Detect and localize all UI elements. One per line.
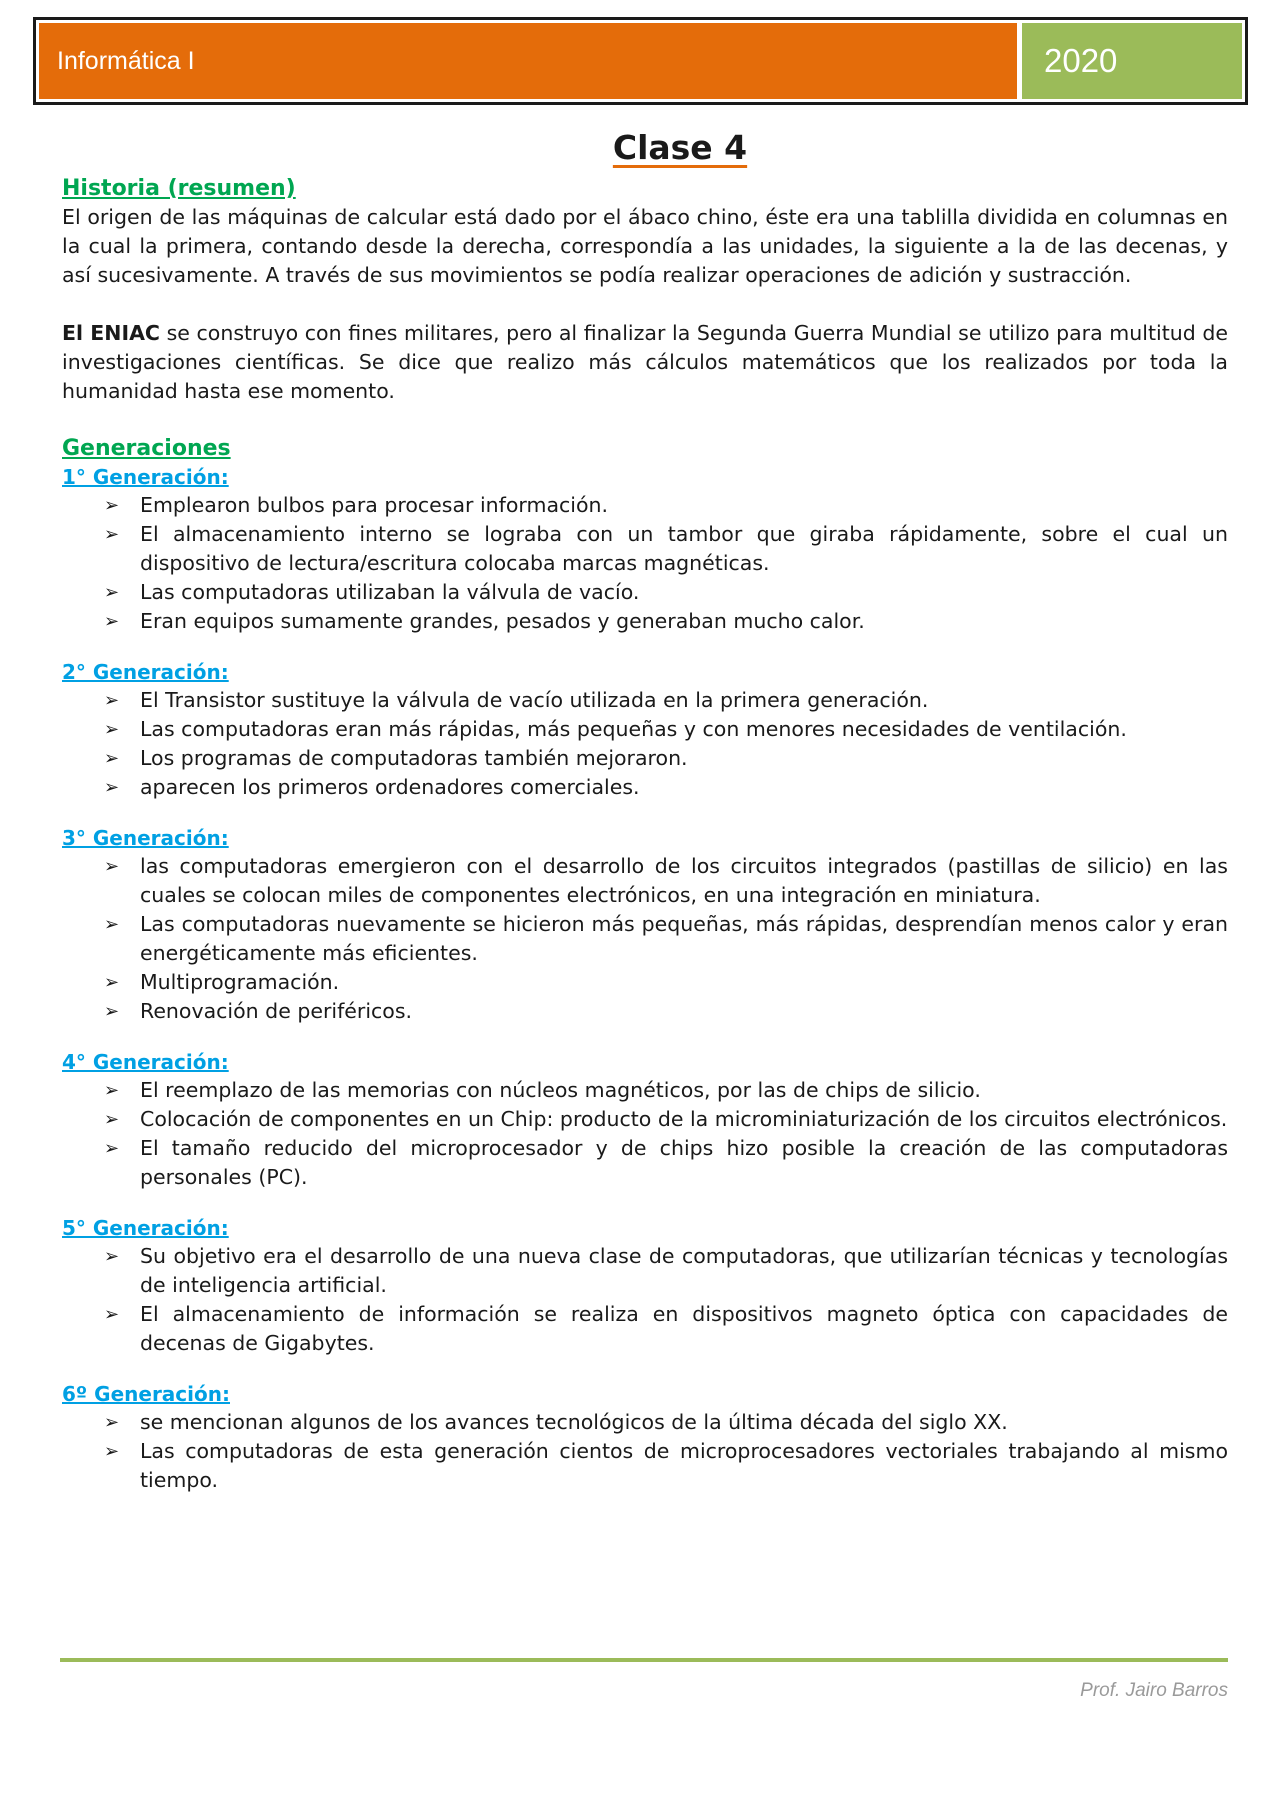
list-item — [104, 578, 1228, 607]
arrowhead-icon: ➢ — [104, 1412, 120, 1433]
list-item — [104, 910, 1228, 968]
arrowhead-icon: ➢ — [104, 690, 120, 711]
generation-heading: 2° Generación: — [62, 660, 229, 684]
generation-bullets — [62, 1076, 1228, 1192]
arrowhead-icon: ➢ — [104, 719, 120, 740]
list-item-text: Emplearon bulbos para procesar información. — [140, 493, 609, 517]
list-item-text: El almacenamiento interno se lograba con un tambor que giraba rápidamente, sobre el cual un dispositivo de lectura/escritura colocaba marcas magnéticas. — [140, 522, 1228, 575]
arrowhead-icon: ➢ — [104, 1080, 120, 1101]
generation-heading: 5° Generación: — [62, 1216, 229, 1240]
list-item-text: se mencionan algunos de los avances tecnológicos de la última década del siglo XX. — [140, 1410, 1008, 1434]
list-item — [104, 744, 1228, 773]
arrowhead-icon: ➢ — [104, 972, 120, 993]
list-item — [104, 491, 1228, 520]
page-title — [62, 128, 1228, 167]
list-item — [104, 520, 1228, 578]
footer-author: Prof. Jairo Barros — [1080, 1680, 1228, 1701]
arrowhead-icon: ➢ — [104, 914, 120, 935]
list-item-text: El tamaño reducido del microprocesador y de chips hizo posible la creación de las computadoras personales (PC). — [140, 1136, 1228, 1189]
generations-list — [62, 463, 1228, 1495]
list-item — [104, 773, 1228, 802]
list-item-text: aparecen los primeros ordenadores comerciales. — [140, 775, 640, 799]
generaciones-heading: Generaciones — [62, 436, 231, 461]
historia-heading: Historia (resumen) — [62, 176, 296, 201]
list-item — [104, 852, 1228, 910]
list-item — [104, 968, 1228, 997]
list-item-text: Las computadoras utilizaban la válvula de vacío. — [140, 580, 640, 604]
historia-paragraph-1: El origen de las máquinas de calcular está dado por el ábaco chino, éste era una tablilla dividida en columnas en la cual la primera, contando desde la derecha, correspondía a las unidades, la siguiente a la de las decenas, y así sucesivamente. A través de sus movimientos se podía realizar operaciones de adición y sustracción. — [62, 205, 1228, 287]
list-item-text: El reemplazo de las memorias con núcleos magnéticos, por las de chips de silicio. — [140, 1078, 981, 1102]
list-item — [104, 1105, 1228, 1134]
list-item — [104, 686, 1228, 715]
document-body — [62, 128, 1228, 1495]
list-item-text: Las computadoras eran más rápidas, más pequeñas y con menores necesidades de ventilación. — [140, 717, 1127, 741]
list-item — [104, 1076, 1228, 1105]
arrowhead-icon: ➢ — [104, 1246, 120, 1267]
arrowhead-icon: ➢ — [104, 524, 120, 545]
generation-heading: 3° Generación: — [62, 826, 229, 850]
eniac-bold: El ENIAC — [62, 321, 160, 345]
footer-divider — [60, 1658, 1228, 1662]
list-item-text: Su objetivo era el desarrollo de una nueva clase de computadoras, que utilizarían técnicas y tecnologías de inteligencia artificial. — [140, 1244, 1228, 1297]
list-item-text: las computadoras emergieron con el desarrollo de los circuitos integrados (pastillas de silicio) en las cuales se colocan miles de componentes electrónicos, en una integración en miniatura. — [140, 854, 1228, 907]
generation-bullets — [62, 1408, 1228, 1495]
eniac-text: se construyo con fines militares, pero al finalizar la Segunda Guerra Mundial se utilizo para multitud de investigaciones científicas. Se dice que realizo más cálculos matemáticos que los realizados por toda la humanidad hasta ese momento. — [62, 321, 1228, 403]
arrowhead-icon: ➢ — [104, 1304, 120, 1325]
list-item — [104, 1134, 1228, 1192]
arrowhead-icon: ➢ — [104, 1138, 120, 1159]
historia-paragraph-2 — [62, 319, 1228, 406]
list-item — [104, 1408, 1228, 1437]
header-banner — [33, 17, 1248, 105]
arrowhead-icon: ➢ — [104, 856, 120, 877]
generation-bullets — [62, 1242, 1228, 1358]
title-text: Clase 4 — [612, 128, 748, 167]
list-item — [104, 1437, 1228, 1495]
list-item-text: Los programas de computadoras también mejoraron. — [140, 746, 688, 770]
list-item-text: Multiprogramación. — [140, 970, 340, 994]
list-item-text: El Transistor sustituye la válvula de vacío utilizada en la primera generación. — [140, 688, 929, 712]
arrowhead-icon: ➢ — [104, 582, 120, 603]
generation-heading: 4° Generación: — [62, 1050, 229, 1074]
generation-bullets — [62, 852, 1228, 1026]
list-item-text: Colocación de componentes en un Chip: producto de la microminiaturización de los circuitos electrónicos. — [140, 1107, 1228, 1131]
year-label: 2020 — [1022, 23, 1242, 99]
generation-bullets — [62, 686, 1228, 802]
arrowhead-icon: ➢ — [104, 495, 120, 516]
arrowhead-icon: ➢ — [104, 1441, 120, 1462]
list-item-text: Las computadoras de esta generación cientos de microprocesadores vectoriales trabajando al mismo tiempo. — [140, 1439, 1228, 1492]
list-item — [104, 997, 1228, 1026]
generation-heading: 1° Generación: — [62, 465, 229, 489]
list-item — [104, 1242, 1228, 1300]
arrowhead-icon: ➢ — [104, 1001, 120, 1022]
subject-title: Informática I — [39, 23, 1017, 99]
list-item-text: Eran equipos sumamente grandes, pesados y generaban mucho calor. — [140, 609, 865, 633]
generation-bullets — [62, 491, 1228, 636]
generation-heading: 6º Generación: — [62, 1382, 230, 1406]
list-item-text: Renovación de periféricos. — [140, 999, 413, 1023]
list-item — [104, 607, 1228, 636]
list-item-text: Las computadoras nuevamente se hicieron más pequeñas, más rápidas, desprendían menos calor y eran energéticamente más eficientes. — [140, 912, 1228, 965]
list-item — [104, 715, 1228, 744]
list-item-text: El almacenamiento de información se realiza en dispositivos magneto óptica con capacidades de decenas de Gigabytes. — [140, 1302, 1228, 1355]
arrowhead-icon: ➢ — [104, 1109, 120, 1130]
arrowhead-icon: ➢ — [104, 748, 120, 769]
arrowhead-icon: ➢ — [104, 777, 120, 798]
list-item — [104, 1300, 1228, 1358]
arrowhead-icon: ➢ — [104, 611, 120, 632]
